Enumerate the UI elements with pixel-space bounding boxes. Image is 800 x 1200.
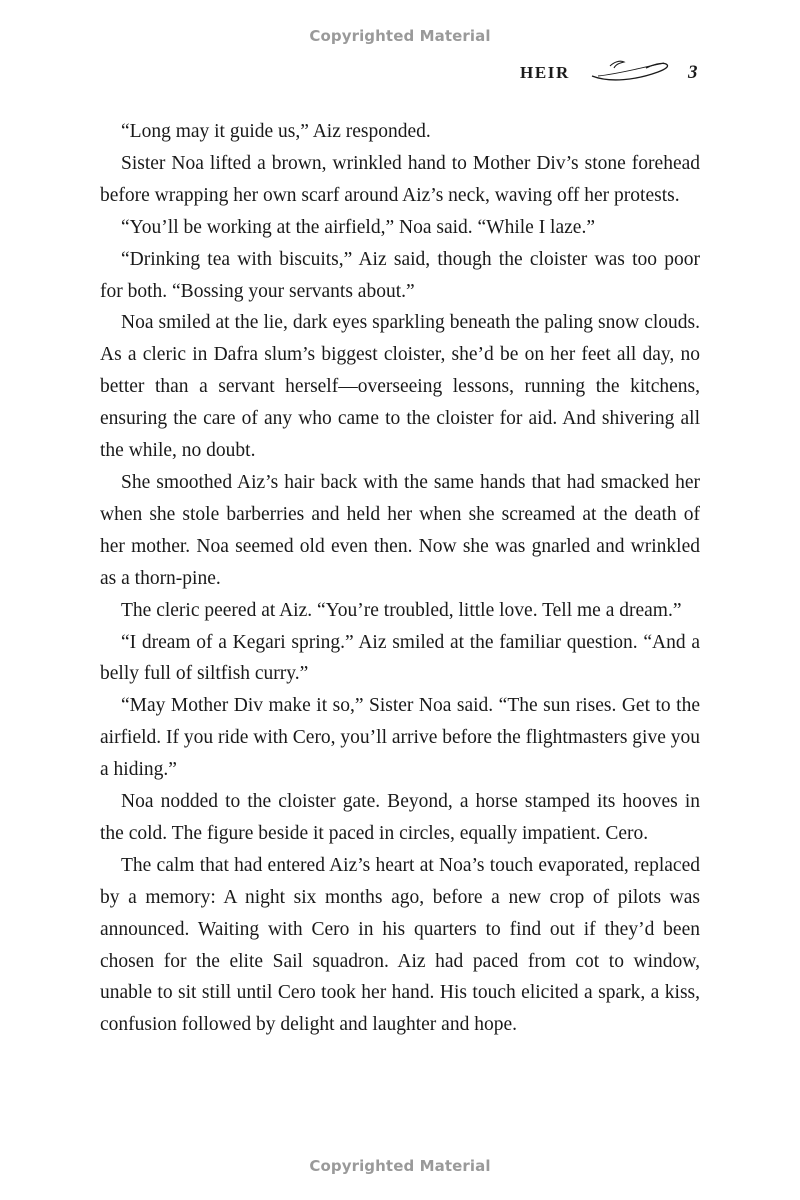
paragraph: “Long may it guide us,” Aiz responded. xyxy=(121,121,431,142)
paragraph: “May Mother Div make it so,” Sister Noa said. “The sun rises. Get to the airfield. If you ride with Cero, you’ll arrive before the flightmasters give you a hiding.” xyxy=(100,695,700,781)
paragraph: Sister Noa lifted a brown, wrinkled hand to Mother Div’s stone forehead before wrapping her own scarf around Aiz’s neck, waving off her protests. xyxy=(100,152,700,206)
paragraph: She smoothed Aiz’s hair back with the same hands that had smacked her when she stole barberries and held her when she screamed at the death of her mother. Noa seemed old even then. Now she was gnarled and wrinkled as a thorn-pine. xyxy=(100,471,700,589)
page-number: 3 xyxy=(688,62,698,83)
body-text xyxy=(100,116,700,1041)
paragraph: “I dream of a Kegari spring.” Aiz smiled at the familiar question. “And a belly full of siltfish curry.” xyxy=(100,631,700,685)
watermark-top: Copyrighted Material xyxy=(309,27,491,45)
paragraph: The calm that had entered Aiz’s heart at Noa’s touch evaporated, replaced by a memory: A night six months ago, before a new crop of pilots was announced. Waiting with Cero in his quarters to find out if they’d been chosen for the elite Sail squadron. Aiz had paced from cot to window, unable to sit still until Cero took her hand. His touch elicited a spark, a kiss, confusion followed by delight and laughter and hope. xyxy=(100,854,700,1036)
paragraph: The cleric peered at Aiz. “You’re troubled, little love. Tell me a dream.” xyxy=(121,599,682,621)
paragraph: “You’ll be working at the airfield,” Noa said. “While I laze.” xyxy=(121,216,595,238)
flourish-ornament xyxy=(588,52,676,84)
paragraph: Noa smiled at the lie, dark eyes sparkling beneath the paling snow clouds. As a cleric in Dafra slum’s biggest cloister, she’d be on her feet all day, no better than a servant herself—overseeing lessons, running the kitchens, ensuring the care of any who came to the cloister for aid. And shivering all the while, no doubt. xyxy=(100,312,700,462)
running-head-title: HEIR xyxy=(520,63,570,82)
running-head xyxy=(0,62,800,86)
watermark-bottom: Copyrighted Material xyxy=(309,1157,491,1175)
paragraph: “Drinking tea with biscuits,” Aiz said, though the cloister was too poor for both. “Bossing your servants about.” xyxy=(100,248,700,302)
paragraph: Noa nodded to the cloister gate. Beyond, a horse stamped its hooves in the cold. The figure beside it paced in circles, equally impatient. Cero. xyxy=(100,791,700,844)
